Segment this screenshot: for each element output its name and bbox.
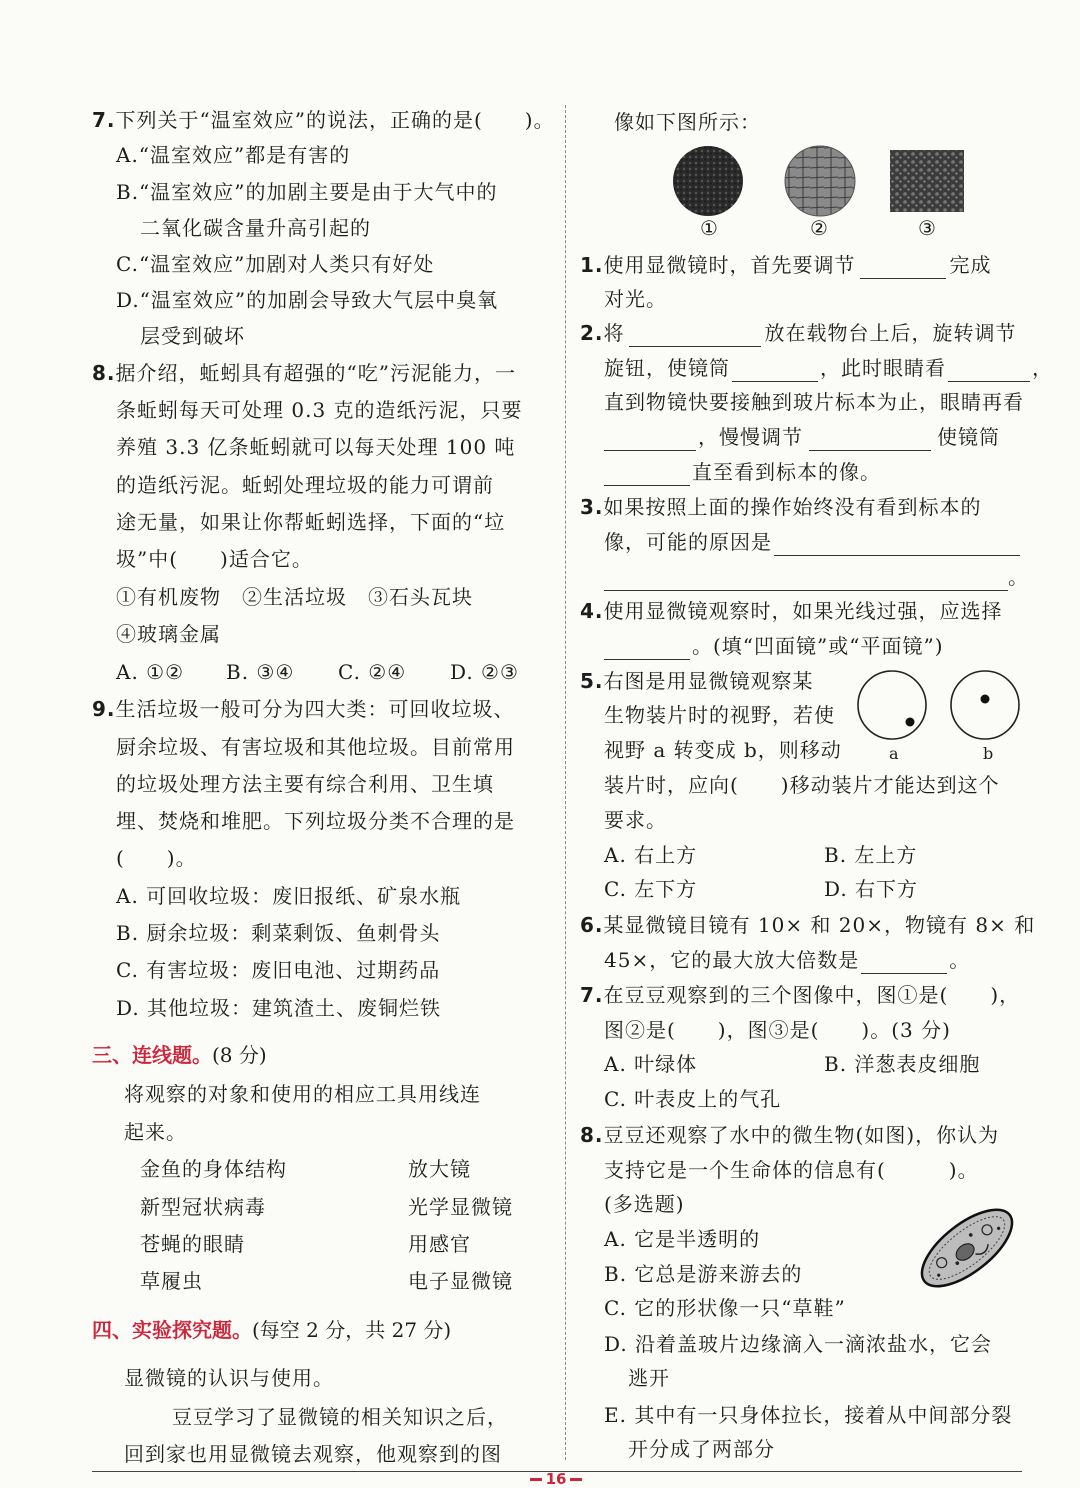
- view-a-circle: [858, 671, 926, 739]
- sec3-instruction-2: 起来。: [124, 1120, 187, 1144]
- column-divider: [565, 105, 566, 1460]
- image-label-1: ①: [700, 216, 718, 240]
- match-right-2: 光学显微镜: [408, 1195, 513, 1219]
- q7-option-b-cont: 二氧化碳含量升高引起的: [140, 216, 371, 240]
- rq6-blank[interactable]: [861, 951, 947, 974]
- match-right-3: 用感官: [408, 1232, 471, 1256]
- rq3-text-b: 像，可能的原因是: [604, 530, 772, 554]
- rq8-option-d-cont: 逃开: [628, 1366, 670, 1390]
- match-right-1: 放大镜: [408, 1157, 471, 1181]
- q9-line-2: 厨余垃圾、有害垃圾和其他垃圾。目前常用: [116, 735, 515, 759]
- rq6-line-2: [604, 946, 970, 974]
- q8-option-c: C. ②④: [338, 660, 407, 684]
- rq2-line-2: [604, 354, 1053, 382]
- rq7-line-1: [580, 981, 1020, 1009]
- q9-option-b: B. 厨余垃圾：剩菜剩饭、鱼刺骨头: [116, 921, 441, 945]
- q8-number: 8.: [92, 361, 116, 385]
- rq2-blank-6[interactable]: [604, 463, 690, 486]
- rq8-line-1: [580, 1121, 999, 1149]
- q9-option-a: A. 可回收垃圾：废旧报纸、矿泉水瓶: [116, 884, 462, 908]
- q8-line-2: 条蚯蚓每天可处理 0.3 克的造纸污泥，只要: [116, 398, 523, 422]
- q8-option-b: B. ③④: [226, 660, 295, 684]
- rq7-option-c: C. 叶表皮上的气孔: [604, 1087, 782, 1111]
- rq4-line-2: [604, 632, 944, 660]
- image-2-onion-cells: [785, 146, 855, 216]
- q9-option-c: C. 有害垃圾：废旧电池、过期药品: [116, 958, 441, 982]
- rq3-line-1: [580, 493, 982, 521]
- match-right-4: 电子显微镜: [408, 1269, 513, 1293]
- rq3-blank-1[interactable]: [774, 533, 1020, 556]
- q8-line-1: [92, 359, 516, 387]
- rq8-option-a: A. 它是半透明的: [604, 1227, 761, 1251]
- rq3-text-a: 如果按照上面的操作始终没有看到标本的: [603, 495, 982, 519]
- section-4-score: (每空 2 分，共 27 分): [252, 1318, 452, 1342]
- rq2-text-b: 放在载物台上后，旋转调节: [764, 321, 1017, 345]
- rq2-text-d: ，此时眼睛看: [820, 356, 946, 380]
- rq8-option-c: C. 它的形状像一只“草鞋”: [604, 1296, 846, 1320]
- section-3-title: 三、连线题。: [92, 1043, 212, 1067]
- q7-stem: [92, 106, 555, 134]
- rq1-line-1: [580, 251, 992, 279]
- rq5-option-b: B. 左上方: [824, 843, 918, 867]
- rq2-blank-5[interactable]: [809, 428, 931, 451]
- page-number-text: 16: [545, 1470, 567, 1488]
- microscope-images: [670, 143, 970, 223]
- q9-line-1: [92, 695, 515, 723]
- rq7-option-a: A. 叶绿体: [604, 1052, 698, 1076]
- image-label-3: ③: [918, 216, 936, 240]
- rq8-option-d: D. 沿着盖玻片边缘滴入一滴浓盐水，它会: [604, 1332, 993, 1356]
- q7-option-a: A.“温室效应”都是有害的: [116, 143, 351, 167]
- rq2-blank-4[interactable]: [604, 428, 696, 451]
- rq4-number: 4.: [580, 599, 604, 623]
- q9-text-1: 生活垃圾一般可分为四大类：可回收垃圾、: [115, 697, 515, 721]
- rq5-option-c: C. 左下方: [604, 877, 698, 901]
- rq4-text-a: 使用显微镜观察时，如果光线过强，应选择: [603, 599, 1003, 623]
- rq2-line-4: [604, 423, 1000, 451]
- q9-number: 9.: [92, 697, 116, 721]
- q9-line-3: 的垃圾处理方法主要有综合利用、卫生填: [116, 772, 494, 796]
- section-3-heading: [92, 1041, 267, 1069]
- match-left-4: 草履虫: [140, 1269, 203, 1293]
- q8-line-4: 的造纸污泥。蚯蚓处理垃圾的能力可谓前: [116, 473, 494, 497]
- q8-items-2: ④玻璃金属: [116, 622, 221, 646]
- sec3-instruction-1: 将观察的对象和使用的相应工具用线连: [124, 1082, 481, 1106]
- rq2-line-3: 直到物镜快要接触到玻片标本为止，眼睛再看: [604, 390, 1024, 414]
- view-b-label: b: [983, 744, 994, 763]
- rq2-blank-1[interactable]: [629, 324, 761, 347]
- q8-text-1: 据介绍，蚯蚓具有超强的“吃”污泥能力，一: [115, 361, 516, 385]
- rq8-option-e-cont: 开分成了两部分: [628, 1437, 775, 1461]
- q8-line-5: 途无量，如果让你帮蚯蚓选择，下面的“垃: [116, 510, 506, 534]
- field-of-view-diagram: [855, 668, 1025, 740]
- q7-option-d-cont: 层受到破坏: [140, 324, 245, 348]
- q7-option-c: C.“温室效应”加剧对人类只有好处: [116, 252, 435, 276]
- rq7-text-a: 在豆豆观察到的三个图像中，图①是( )，: [603, 983, 1021, 1007]
- rq2-text-e: ，: [1032, 356, 1053, 380]
- rq3-line-2: [604, 528, 1020, 556]
- match-left-2: 新型冠状病毒: [140, 1195, 266, 1219]
- image-label-2: ②: [810, 216, 828, 240]
- rq1-text-b: 完成: [949, 253, 992, 277]
- rq5-line-4: 装片时，应向( )移动装片才能达到这个: [604, 773, 1000, 797]
- rq7-option-b: B. 洋葱表皮细胞: [824, 1052, 981, 1076]
- view-a-dot: [906, 718, 915, 727]
- q8-option-a: A. ①②: [116, 660, 185, 684]
- q9-line-4: 埋、焚烧和堆肥。下列垃圾分类不合理的是: [116, 809, 515, 833]
- rq8-number: 8.: [580, 1123, 604, 1147]
- rq5-line-2: 生物装片时的视野，若使: [604, 703, 835, 727]
- rq1-text-a: 使用显微镜时，首先要调节: [603, 253, 856, 277]
- match-left-1: 金鱼的身体结构: [140, 1157, 287, 1181]
- rq7-line-2: 图②是( )，图③是( )。(3 分): [604, 1018, 951, 1042]
- rq2-line-1: [580, 319, 1017, 347]
- rq6-line-1: [580, 911, 1035, 939]
- rq7-number: 7.: [580, 983, 604, 1007]
- paramecium-illustration: [908, 1196, 1026, 1300]
- view-a-label: a: [889, 744, 899, 763]
- q9-option-d: D. 其他垃圾：建筑渣土、废铜烂铁: [116, 996, 442, 1020]
- rq8-line-3: (多选题): [604, 1192, 685, 1216]
- rq2-line-5: [604, 458, 881, 486]
- q7-option-d: D.“温室效应”的加剧会导致大气层中臭氧: [116, 288, 499, 312]
- q8-items-1: ①有机废物 ②生活垃圾 ③石头瓦块: [116, 585, 473, 609]
- q7-option-b: B.“温室效应”的加剧主要是由于大气中的: [116, 180, 498, 204]
- rq6-period: 。: [949, 948, 971, 972]
- rq2-text-c: 旋钮，使镜筒: [604, 356, 730, 380]
- rq5-number: 5.: [580, 669, 604, 693]
- rq4-line-1: [580, 597, 1003, 625]
- rq2-blank-3[interactable]: [948, 359, 1030, 382]
- rq2-blank-2[interactable]: [732, 359, 818, 382]
- section-4-title: 四、实验探究题。: [92, 1318, 252, 1342]
- image-1-chloroplast: [673, 146, 743, 216]
- rq8-option-b: B. 它总是游来游去的: [604, 1262, 803, 1286]
- rq5-line-1: [580, 667, 814, 695]
- match-left-3: 苍蝇的眼睛: [140, 1232, 245, 1256]
- rq1-number: 1.: [580, 253, 604, 277]
- rq2-text-h: 直至看到标本的像。: [692, 460, 881, 484]
- rq3-period: 。: [1008, 565, 1029, 589]
- rq8-line-2: 支持它是一个生命体的信息有( )。: [604, 1158, 979, 1182]
- rq8-text-a: 豆豆还观察了水中的微生物(如图)，你认为: [603, 1123, 1000, 1147]
- section-3-score: (8 分): [212, 1043, 267, 1067]
- rq2-text-f: ，慢慢调节: [698, 425, 803, 449]
- q8-option-d: D. ②③: [450, 660, 519, 684]
- q7-text: 下列关于“温室效应”的说法，正确的是( )。: [115, 108, 555, 132]
- q8-line-3: 养殖 3.3 亿条蚯蚓就可以每天处理 100 吨: [116, 435, 516, 459]
- q8-line-6: 圾”中( )适合它。: [116, 547, 313, 571]
- image-3-stomata: [890, 150, 964, 212]
- rq6-number: 6.: [580, 913, 604, 937]
- sec4-intro-1: 豆豆学习了显微镜的相关知识之后，: [172, 1405, 508, 1429]
- rq6-text-a: 某显微镜目镜有 10× 和 20×，物镜有 8× 和: [603, 913, 1036, 937]
- rq5-line-3: 视野 a 转变成 b，则移动: [604, 738, 842, 762]
- rq3-number: 3.: [580, 495, 604, 519]
- rq2-number: 2.: [580, 321, 604, 345]
- sec4-intro-2: 回到家也用显微镜去观察，他观察到的图: [124, 1442, 502, 1466]
- q7-number: 7.: [92, 108, 116, 132]
- rq2-text-a: 将: [603, 321, 625, 345]
- view-b-dot: [981, 695, 990, 704]
- sec4-topic: 显微镜的认识与使用。: [124, 1366, 334, 1390]
- rq1-answer-blank[interactable]: [860, 256, 946, 279]
- rq3-line-3: [604, 563, 1029, 591]
- rq5-line-5: 要求。: [604, 808, 667, 832]
- intro-text: 像如下图所示：: [614, 110, 761, 134]
- rq4-blank[interactable]: [604, 637, 690, 660]
- rq2-text-g: 使镜筒: [937, 425, 1000, 449]
- rq3-blank-2[interactable]: [604, 568, 1008, 591]
- rq6-text-b: 45×，它的最大放大倍数是: [604, 948, 860, 972]
- rq1-line-2: 对光。: [604, 287, 667, 311]
- rq8-option-e: E. 其中有一只身体拉长，接着从中间部分裂: [604, 1403, 1013, 1427]
- rq5-text-a: 右图是用显微镜观察某: [603, 669, 814, 693]
- q9-line-5: ( )。: [116, 846, 197, 870]
- rq5-option-d: D. 右下方: [824, 877, 919, 901]
- section-4-heading: [92, 1316, 451, 1344]
- rq4-text-b: 。(填“凹面镜”或“平面镜”): [692, 634, 944, 658]
- view-b-circle: [951, 671, 1019, 739]
- page-number: [521, 1470, 591, 1488]
- rq5-option-a: A. 右上方: [604, 843, 698, 867]
